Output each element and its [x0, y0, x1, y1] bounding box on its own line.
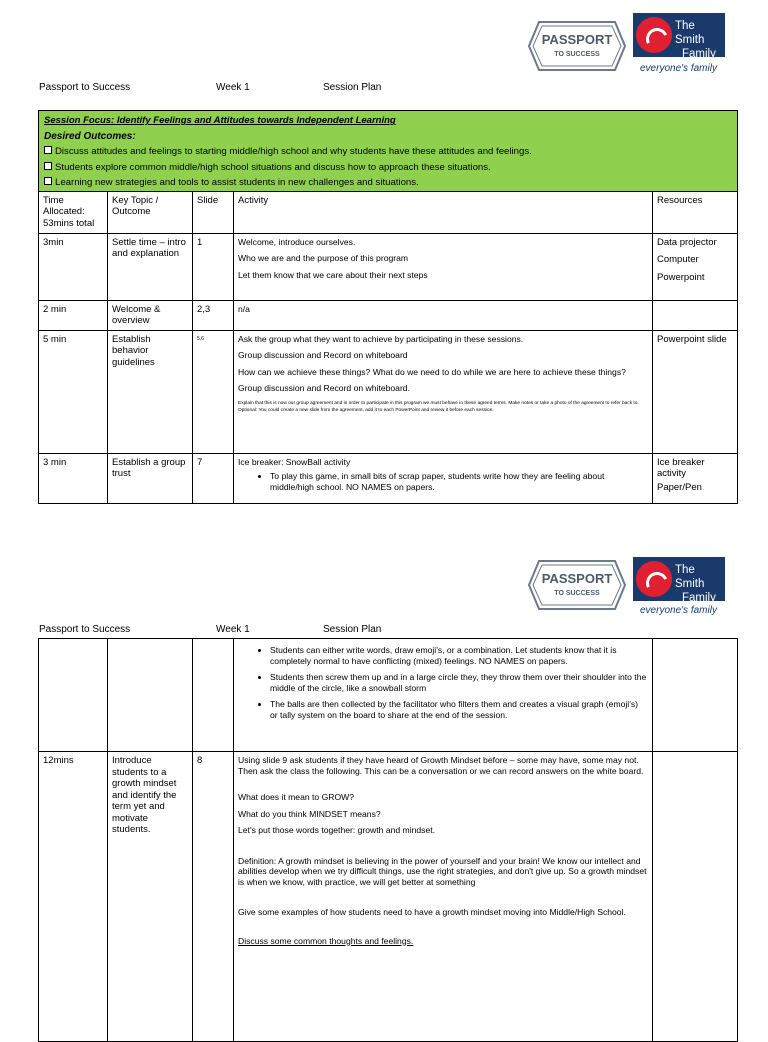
smith-logo-line1: The Smith	[675, 20, 705, 46]
row-activity: Using slide 9 ask students if they have heard of Growth Mindset before – some may have, some may not. Then ask the class the following. This can be a conversation or we can record answers on the white board. What does it mean to GROW? What do you think MINDSET means? Let's put those words together: growth and mindset. Definition: A growth mindset is believing in the power of yourself and your brain! We know our intellect and abilities develop when we try difficult things, use the right strategies, and don't give up. So a growth mindset is when we know, with practice, we will get better at something Give some examples of how students need to have a growth mindset moving into Middle/High School. Discuss some common thoughts and feelings.	[234, 752, 653, 1042]
checkbox-bullet-icon	[44, 177, 52, 185]
table-row	[39, 233, 738, 300]
row-time: 12mins	[39, 752, 108, 1042]
header-week: Week 1	[216, 624, 250, 635]
session-plan-table-continued	[38, 638, 738, 1042]
passport-logo	[527, 20, 627, 72]
header-program: Passport to Success	[39, 82, 131, 93]
smith-logo-line2: Family	[682, 592, 716, 604]
smith-family-logo	[633, 13, 725, 60]
session-plan-table	[38, 110, 738, 504]
table-row	[39, 453, 738, 503]
header-doc-type: Session Plan	[323, 624, 382, 635]
col-activity: Activity	[234, 191, 653, 233]
table-row	[39, 639, 738, 752]
passport-logo-subtext: TO SUCCESS	[554, 590, 600, 597]
row-topic: Settle time – intro and explanation	[108, 233, 193, 300]
passport-logo	[527, 559, 627, 611]
outcome-item: Students explore common middle/high school situations and discuss how to approach these situations.	[44, 162, 732, 174]
outcome-item: Learning new strategies and tools to assist students in new challenges and situations.	[44, 177, 732, 189]
row-resources	[653, 752, 738, 1042]
row-slide: 5,6	[193, 330, 234, 453]
hands-heart-icon	[636, 561, 672, 597]
col-time: Time Allocated: 53mins total	[39, 191, 108, 233]
smith-logo-line1: The Smith	[675, 564, 705, 590]
row-topic: Establish a group trust	[108, 453, 193, 503]
row-resources	[653, 639, 738, 752]
col-slide: Slide	[193, 191, 234, 233]
passport-logo-text: PASSPORT	[541, 32, 613, 47]
header-doc-type: Session Plan	[323, 82, 382, 93]
tagline: everyone's family	[640, 63, 717, 74]
row-slide	[193, 639, 234, 752]
row-time: 5 min	[39, 330, 108, 453]
table-row	[39, 330, 738, 453]
session-focus: Session Focus: Identify Feelings and Attitudes towards Independent Learning	[44, 115, 396, 126]
row-time: 2 min	[39, 300, 108, 330]
row-topic: Establish behavior guidelines	[108, 330, 193, 453]
column-header-row	[39, 191, 738, 233]
list-item: • Students can either write words, draw emoji's, or a combination. Let students know that it is completely normal to have conflicting (mixed) feelings. NO NAMES on papers.	[270, 645, 648, 666]
desired-outcomes-label: Desired Outcomes:	[44, 130, 136, 142]
row-time: 3 min	[39, 453, 108, 503]
row-resources: Ice breaker activity Paper/Pen	[653, 453, 738, 503]
row-slide: 2,3	[193, 300, 234, 330]
row-topic	[108, 639, 193, 752]
row-resources: Data projector Computer Powerpoint	[653, 233, 738, 300]
list-item: • To play this game, in small bits of scrap paper, students write how they are feeling about middle/high school. NO NAMES on papers.	[270, 471, 648, 492]
checkbox-bullet-icon	[44, 146, 52, 154]
row-time	[39, 639, 108, 752]
row-resources	[653, 300, 738, 330]
page-2	[0, 540, 768, 1024]
passport-logo-text: PASSPORT	[541, 571, 613, 586]
table-row	[39, 300, 738, 330]
row-activity: Ask the group what they want to achieve by participating in these sessions. Group discussion and Record on whiteboard How can we achieve these things? What do we need to do while we are here to achieve these things? Group discussion and Record on whiteboard. Explain that this is now our group agreement and in order to participate in this program we must behave in these agreed terms. Make notes or take a photo of the agreement to refer back to. Optional: You could create a new slide from the agreement, add it to each PowerPoint and review it before each session.	[234, 330, 653, 453]
list-item: • The balls are then collected by the facilitator who filters them and creates a visual graph (emoji's) or tally system on the board to share at the end of the session.	[270, 699, 648, 720]
row-slide: 7	[193, 453, 234, 503]
row-slide: 8	[193, 752, 234, 1042]
tagline: everyone's family	[640, 605, 717, 616]
header-program: Passport to Success	[39, 624, 131, 635]
row-activity	[234, 639, 653, 752]
row-activity: Welcome, introduce ourselves. Who we are and the purpose of this program Let them know that we care about their next steps	[234, 233, 653, 300]
passport-logo-subtext: TO SUCCESS	[554, 51, 600, 58]
activity-note: Explain that this is now our group agreement and in order to participate in this program we must behave in these agreed terms. Make notes or take a photo of the agreement to refer back to. Optional: You could create a new slide from the agreement, add it to each PowerPoint and review it before each session.	[238, 400, 639, 413]
row-activity: n/a	[234, 300, 653, 330]
row-activity: Ice breaker: SnowBall activity • To play this game, in small bits of scrap paper, students write how they are feeling about middle/high school. NO NAMES on papers.	[234, 453, 653, 503]
col-topic: Key Topic / Outcome	[108, 191, 193, 233]
row-topic: Welcome & overview	[108, 300, 193, 330]
smith-logo-line2: Family	[682, 48, 716, 60]
discussion-heading: Discuss some common thoughts and feelings.	[238, 935, 414, 946]
table-row	[39, 752, 738, 1042]
row-time: 3min	[39, 233, 108, 300]
row-topic: Introduce students to a growth mindset and identify the term yet and motivate students.	[108, 752, 193, 1042]
row-slide: 1	[193, 233, 234, 300]
header-week: Week 1	[216, 82, 250, 93]
smith-family-logo	[633, 557, 725, 604]
col-resources: Resources	[653, 191, 738, 233]
outcome-item: Discuss attitudes and feelings to starting middle/high school and why students have these attitudes and feelings.	[44, 146, 732, 158]
list-item: • Students then screw them up and in a large circle they, they throw them over their shoulder into the middle of the circle, like a snowball storm	[270, 672, 648, 693]
row-resources: Powerpoint slide	[653, 330, 738, 453]
hands-heart-icon	[636, 17, 672, 53]
session-focus-row	[39, 111, 738, 192]
checkbox-bullet-icon	[44, 162, 52, 170]
